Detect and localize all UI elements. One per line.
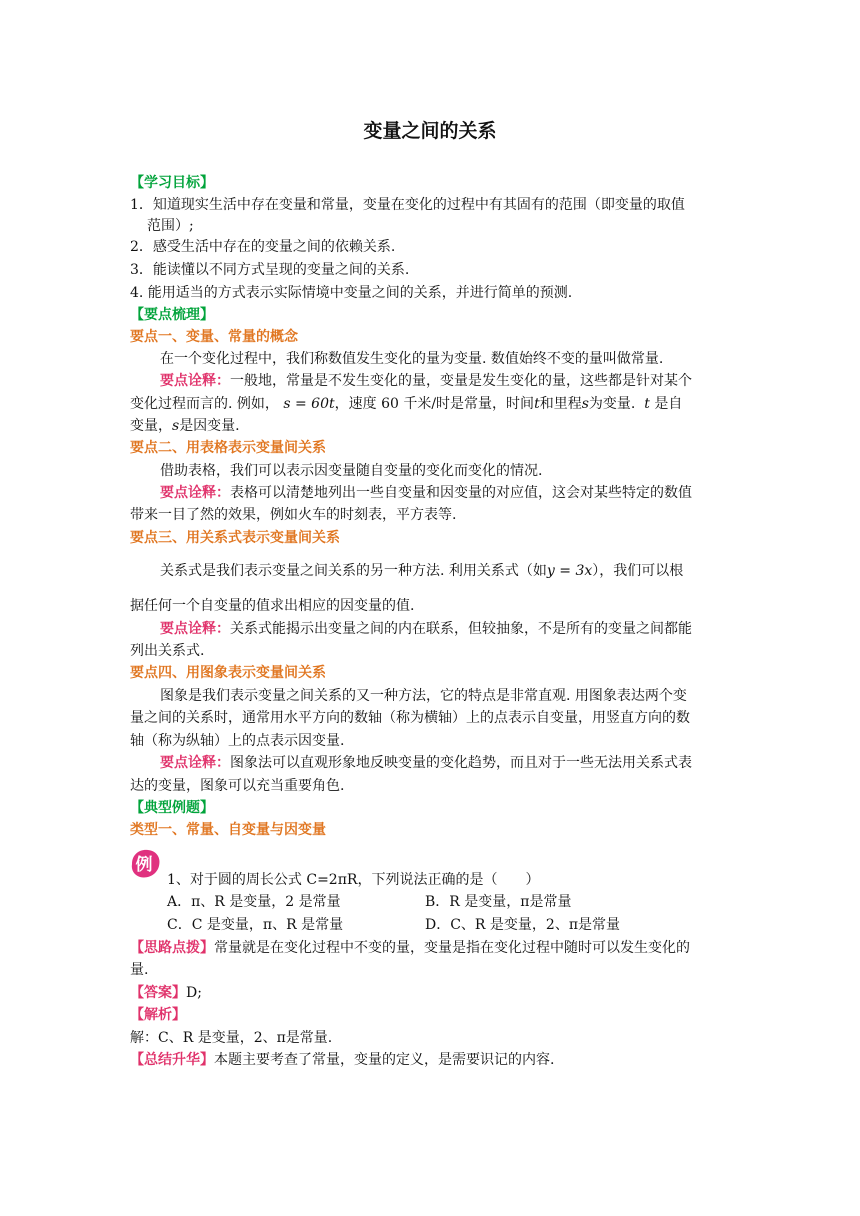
point2-body: 借助表格，我们可以表示因变量随自变量的变化而变化的情况. xyxy=(160,463,543,479)
points-header: 【要点梳理】 xyxy=(130,307,214,323)
analysis-text: 解：C、R 是变量，2、π是常量. xyxy=(130,1030,333,1046)
formula-y3x: y = 3x xyxy=(546,563,593,579)
option-b: B．R 是变量，π是常量 xyxy=(425,894,572,910)
point3-heading: 要点三、用关系式表示变量间关系 xyxy=(130,530,340,546)
goal-item-4: 4. 能用适当的方式表示实际情境中变量之间的关系，并进行简单的预测. xyxy=(130,285,573,301)
point2-note-line1: 要点诠释：表格可以清楚地列出一些自变量和因变量的对应值，这会对某些特定的数值 xyxy=(160,485,692,501)
point2-heading: 要点二、用表格表示变量间关系 xyxy=(130,440,326,456)
question1-stem: 1、对于圆的周长公式 C=2πR，下列说法正确的是（ ） xyxy=(167,872,540,888)
point1-note-line1: 要点诠释：一般地，常量是不发生变化的量，变量是发生变化的量，这些都是针对某个 xyxy=(160,373,692,389)
goal-item-1-cont: 范围）; xyxy=(147,218,194,234)
summary-label: 【总结升华】 xyxy=(130,1052,214,1068)
point3-note-line2: 列出关系式. xyxy=(130,643,205,659)
page-title: 变量之间的关系 xyxy=(363,120,497,142)
point2-note-line2: 带来一目了然的效果，例如火车的时刻表，平方表等. xyxy=(130,507,457,523)
point4-heading: 要点四、用图象表示变量间关系 xyxy=(130,665,326,681)
analysis-label: 【解析】 xyxy=(130,1007,186,1023)
answer-line: 【答案】D; xyxy=(130,985,202,1001)
goal-item-2: 2．感受生活中存在的变量之间的依赖关系. xyxy=(130,239,396,255)
point1-body: 在一个变化过程中，我们称数值发生变化的量为变量. 数值始终不变的量叫做常量. xyxy=(160,351,664,367)
point4-body-line2: 量之间的关系时，通常用水平方向的数轴（称为横轴）上的点表示自变量，用竖直方向的数 xyxy=(130,710,690,726)
option-a: A．π、R 是变量，2 是常量 xyxy=(167,894,341,910)
point1-note-line3: 变量，s是因变量. xyxy=(130,418,240,434)
answer-label: 【答案】 xyxy=(130,985,186,1001)
goal-item-3: 3．能读懂以不同方式呈现的变量之间的关系. xyxy=(130,262,410,278)
point1-note-line2: 变化过程而言的. 例如， s = 60t，速度 60 千米/时是常量，时间t和里程s为变量. t 是自 xyxy=(130,396,683,412)
option-c: C．C 是变量，π、R 是常量 xyxy=(167,917,344,933)
point3-body-line2: 据任何一个自变量的值求出相应的因变量的值. xyxy=(130,598,415,614)
point3-body-line1: 关系式是我们表示变量之间关系的另一种方法. 利用关系式（如y = 3x），我们可以根 xyxy=(160,563,684,579)
goals-header: 【学习目标】 xyxy=(130,175,214,191)
summary-line: 【总结升华】本题主要考查了常量，变量的定义，是需要识记的内容. xyxy=(130,1052,555,1068)
point4-note-line2: 达的变量，图象可以充当重要角色. xyxy=(130,778,345,794)
point1-heading: 要点一、变量、常量的概念 xyxy=(130,329,298,345)
formula-s60t: s = 60t xyxy=(283,396,335,412)
point3-note-line1: 要点诠释：关系式能揭示出变量之间的内在联系，但较抽象，不是所有的变量之间都能 xyxy=(160,621,692,637)
hint-line1: 【思路点拨】常量就是在变化过程中不变的量，变量是指在变化过程中随时可以发生变化的 xyxy=(130,940,690,956)
note-label: 要点诠释： xyxy=(160,373,230,389)
hint-label: 【思路点拨】 xyxy=(130,940,214,956)
example-badge-icon xyxy=(128,847,162,881)
hint-line2: 量. xyxy=(130,962,149,978)
point4-body-line1: 图象是我们表示变量之间关系的又一种方法，它的特点是非常直观. 用图象表达两个变 xyxy=(160,688,687,704)
option-d: D．C、R 是变量，2、π是常量 xyxy=(425,917,621,933)
point4-note-line1: 要点诠释：图象法可以直观形象地反映变量的变化趋势，而且对于一些无法用关系式表 xyxy=(160,755,692,771)
examples-header: 【典型例题】 xyxy=(130,800,214,816)
point4-body-line3: 轴（称为纵轴）上的点表示因变量. xyxy=(130,733,345,749)
type1-heading: 类型一、常量、自变量与因变量 xyxy=(130,822,326,838)
badge-text: 例 xyxy=(135,855,153,875)
goal-item-1: 1．知道现实生活中存在变量和常量，变量在变化的过程中有其固有的范围（即变量的取值 xyxy=(130,197,685,213)
